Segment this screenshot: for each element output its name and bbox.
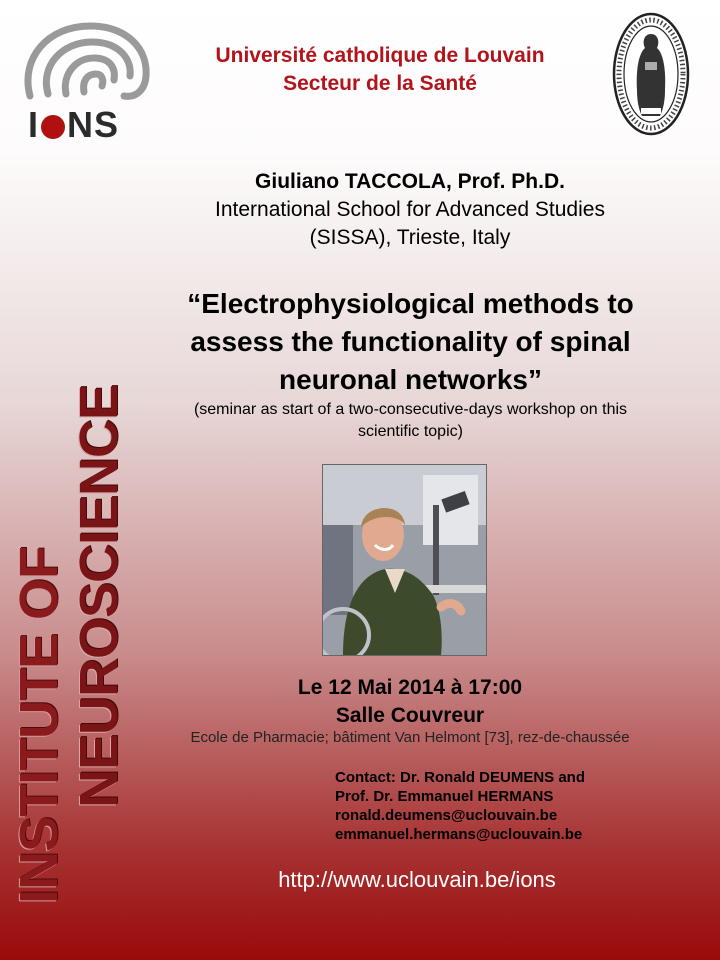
logo-red-dot (41, 115, 65, 139)
event-location: Ecole de Pharmacie; bâtiment Van Helmont [73], rez-de-chaussée (190, 729, 630, 746)
talk-subtitle (148, 399, 673, 443)
speaker-affiliation-location: (SISSA), Trieste, Italy (309, 226, 511, 249)
contact-email[interactable]: emmanuel.hermans@uclouvain.be (335, 826, 583, 843)
contact-line: Prof. Dr. Emmanuel HERMANS (335, 788, 554, 805)
event-room: Salle Couvreur (335, 704, 485, 727)
faculty-name: Secteur de la Santé (283, 72, 477, 95)
university-name: Université catholique de Louvain (215, 44, 545, 67)
speaker-affiliation: International School for Advanced Studies (215, 198, 605, 221)
speaker-name: Giuliano TACCOLA, Prof. Ph.D. (255, 170, 565, 193)
website-link[interactable]: http://www.uclouvain.be/ions (278, 867, 556, 892)
speaker-block (160, 168, 660, 252)
talk-title-line: neuronal networks” (279, 364, 542, 395)
contact-block (335, 768, 695, 844)
talk-subtitle-line: (seminar as start of a two-consecutive-days workshop on this (193, 401, 628, 418)
contact-email[interactable]: ronald.deumens@uclouvain.be (335, 807, 558, 824)
event-datetime-block (160, 674, 660, 730)
ions-logo (18, 18, 153, 145)
brain-arcs-icon (18, 18, 153, 108)
institute-vertical-title (9, 384, 130, 904)
university-header (170, 42, 590, 98)
vertical-title-line: NEUROSCIENCE (69, 384, 129, 808)
talk-title (148, 285, 673, 399)
talk-subtitle-line: scientific topic) (358, 423, 463, 440)
talk-title-line: “Electrophysiological methods to (187, 288, 634, 319)
talk-title-line: assess the functionality of spinal (190, 326, 631, 357)
speaker-photo (322, 464, 487, 656)
event-date: Le 12 Mai 2014 à 17:00 (297, 676, 523, 699)
university-seal-logo (612, 12, 690, 137)
vertical-title-line: INSTITUTE OF (9, 547, 69, 904)
contact-line: Contact: Dr. Ronald DEUMENS and (335, 769, 586, 786)
ions-wordmark: I NS (28, 104, 120, 145)
